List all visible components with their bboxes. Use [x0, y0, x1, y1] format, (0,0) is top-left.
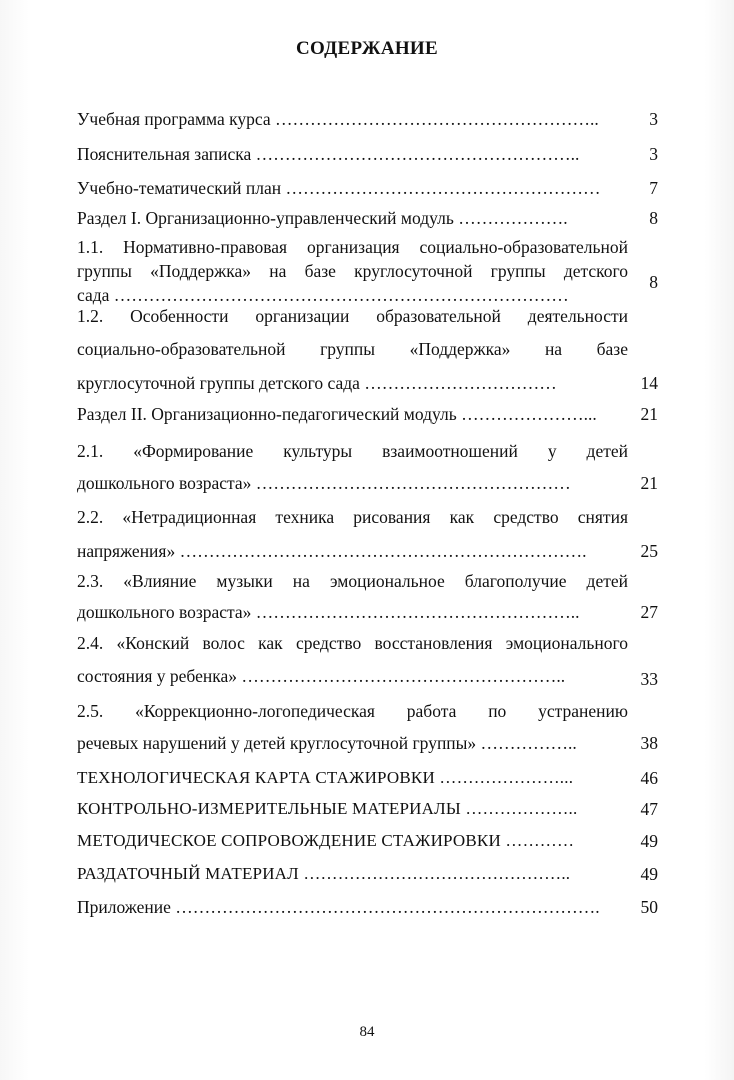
toc-entry-line: Учебная программа курса ……………………………………………….. — [77, 109, 599, 129]
toc-page-number: 3 — [649, 109, 658, 129]
toc-entry-line: напряжения» ……………………………………………………………. — [77, 541, 587, 561]
toc-page-number: 47 — [640, 799, 658, 819]
toc-page-number: 21 — [640, 473, 658, 493]
toc-page-number: 49 — [640, 831, 658, 851]
toc-entry-line: 2.4. «Конский волос как средство восстановления эмоционального — [77, 633, 628, 653]
toc-entry-line: 1.1. Нормативно-правовая организация социально-образовательной — [77, 237, 628, 257]
toc-entry-line: 2.5. «Коррекционно-логопедическая работа по устранению — [77, 701, 628, 721]
toc-entry-line: 2.1. «Формирование культуры взаимоотношений у детей — [77, 441, 628, 461]
toc-entry-line: МЕТОДИЧЕСКОЕ СОПРОВОЖДЕНИЕ СТАЖИРОВКИ ………… — [77, 831, 575, 850]
toc-page-number: 50 — [640, 897, 658, 917]
toc-page-number: 8 — [649, 272, 658, 292]
toc-title: СОДЕРЖАНИЕ — [296, 38, 438, 59]
toc-page-number: 49 — [640, 864, 658, 884]
toc-entry-line: Учебно-тематический план ……………………………………………… — [77, 178, 601, 198]
toc-entry-line: ТЕХНОЛОГИЧЕСКАЯ КАРТА СТАЖИРОВКИ …………………... — [77, 768, 574, 787]
toc-entry-line: КОНТРОЛЬНО-ИЗМЕРИТЕЛЬНЫЕ МАТЕРИАЛЫ ……………….. — [77, 799, 578, 818]
toc-entry-line: Раздел I. Организационно-управленческий модуль ………………. — [77, 208, 568, 228]
toc-page-number: 25 — [640, 541, 658, 561]
toc-entry-line: речевых нарушений у детей круглосуточной группы» …………….. — [77, 733, 577, 753]
toc-entry-line: Пояснительная записка ……………………………………………….. — [77, 144, 580, 164]
toc-page-number: 27 — [640, 602, 658, 622]
toc-page-number: 14 — [640, 373, 658, 393]
toc-entry-line: сада …………………………………………………………………… — [77, 285, 569, 305]
page-number: 84 — [359, 1024, 375, 1040]
toc-page-number: 38 — [640, 733, 658, 753]
toc-entry-line: РАЗДАТОЧНЫЙ МАТЕРИАЛ ……………………………………….. — [77, 864, 571, 883]
toc-page-number: 21 — [640, 404, 658, 424]
toc-entry-line: Раздел II. Организационно-педагогический модуль …………………... — [77, 404, 597, 424]
toc-entry-line: группы «Поддержка» на базе круглосуточной группы детского — [77, 261, 628, 281]
toc-entry-line: Приложение ………………………………………………………………. — [77, 897, 600, 917]
toc-page-number: 8 — [649, 208, 658, 228]
toc-entry-line: круглосуточной группы детского сада …………………………… — [77, 373, 557, 393]
toc-page-number: 33 — [640, 669, 658, 689]
toc-entry-line: 2.2. «Нетрадиционная техника рисования как средство снятия — [77, 507, 628, 527]
toc-entry-line: 2.3. «Влияние музыки на эмоциональное благополучие детей — [77, 571, 628, 591]
toc-entry-line: социально-образовательной группы «Поддержка» на базе — [77, 339, 628, 359]
toc-entry-line: состояния у ребенка» ……………………………………………….. — [77, 666, 566, 686]
toc-entry-line: дошкольного возраста» ……………………………………………… — [77, 473, 571, 493]
toc-page-number: 46 — [640, 768, 658, 788]
toc-entry-line: дошкольного возраста» ……………………………………………….. — [77, 602, 580, 622]
toc-entry-line: 1.2. Особенности организации образовательной деятельности — [77, 306, 628, 326]
toc-page-number: 7 — [649, 178, 658, 198]
toc-page-number: 3 — [649, 144, 658, 164]
